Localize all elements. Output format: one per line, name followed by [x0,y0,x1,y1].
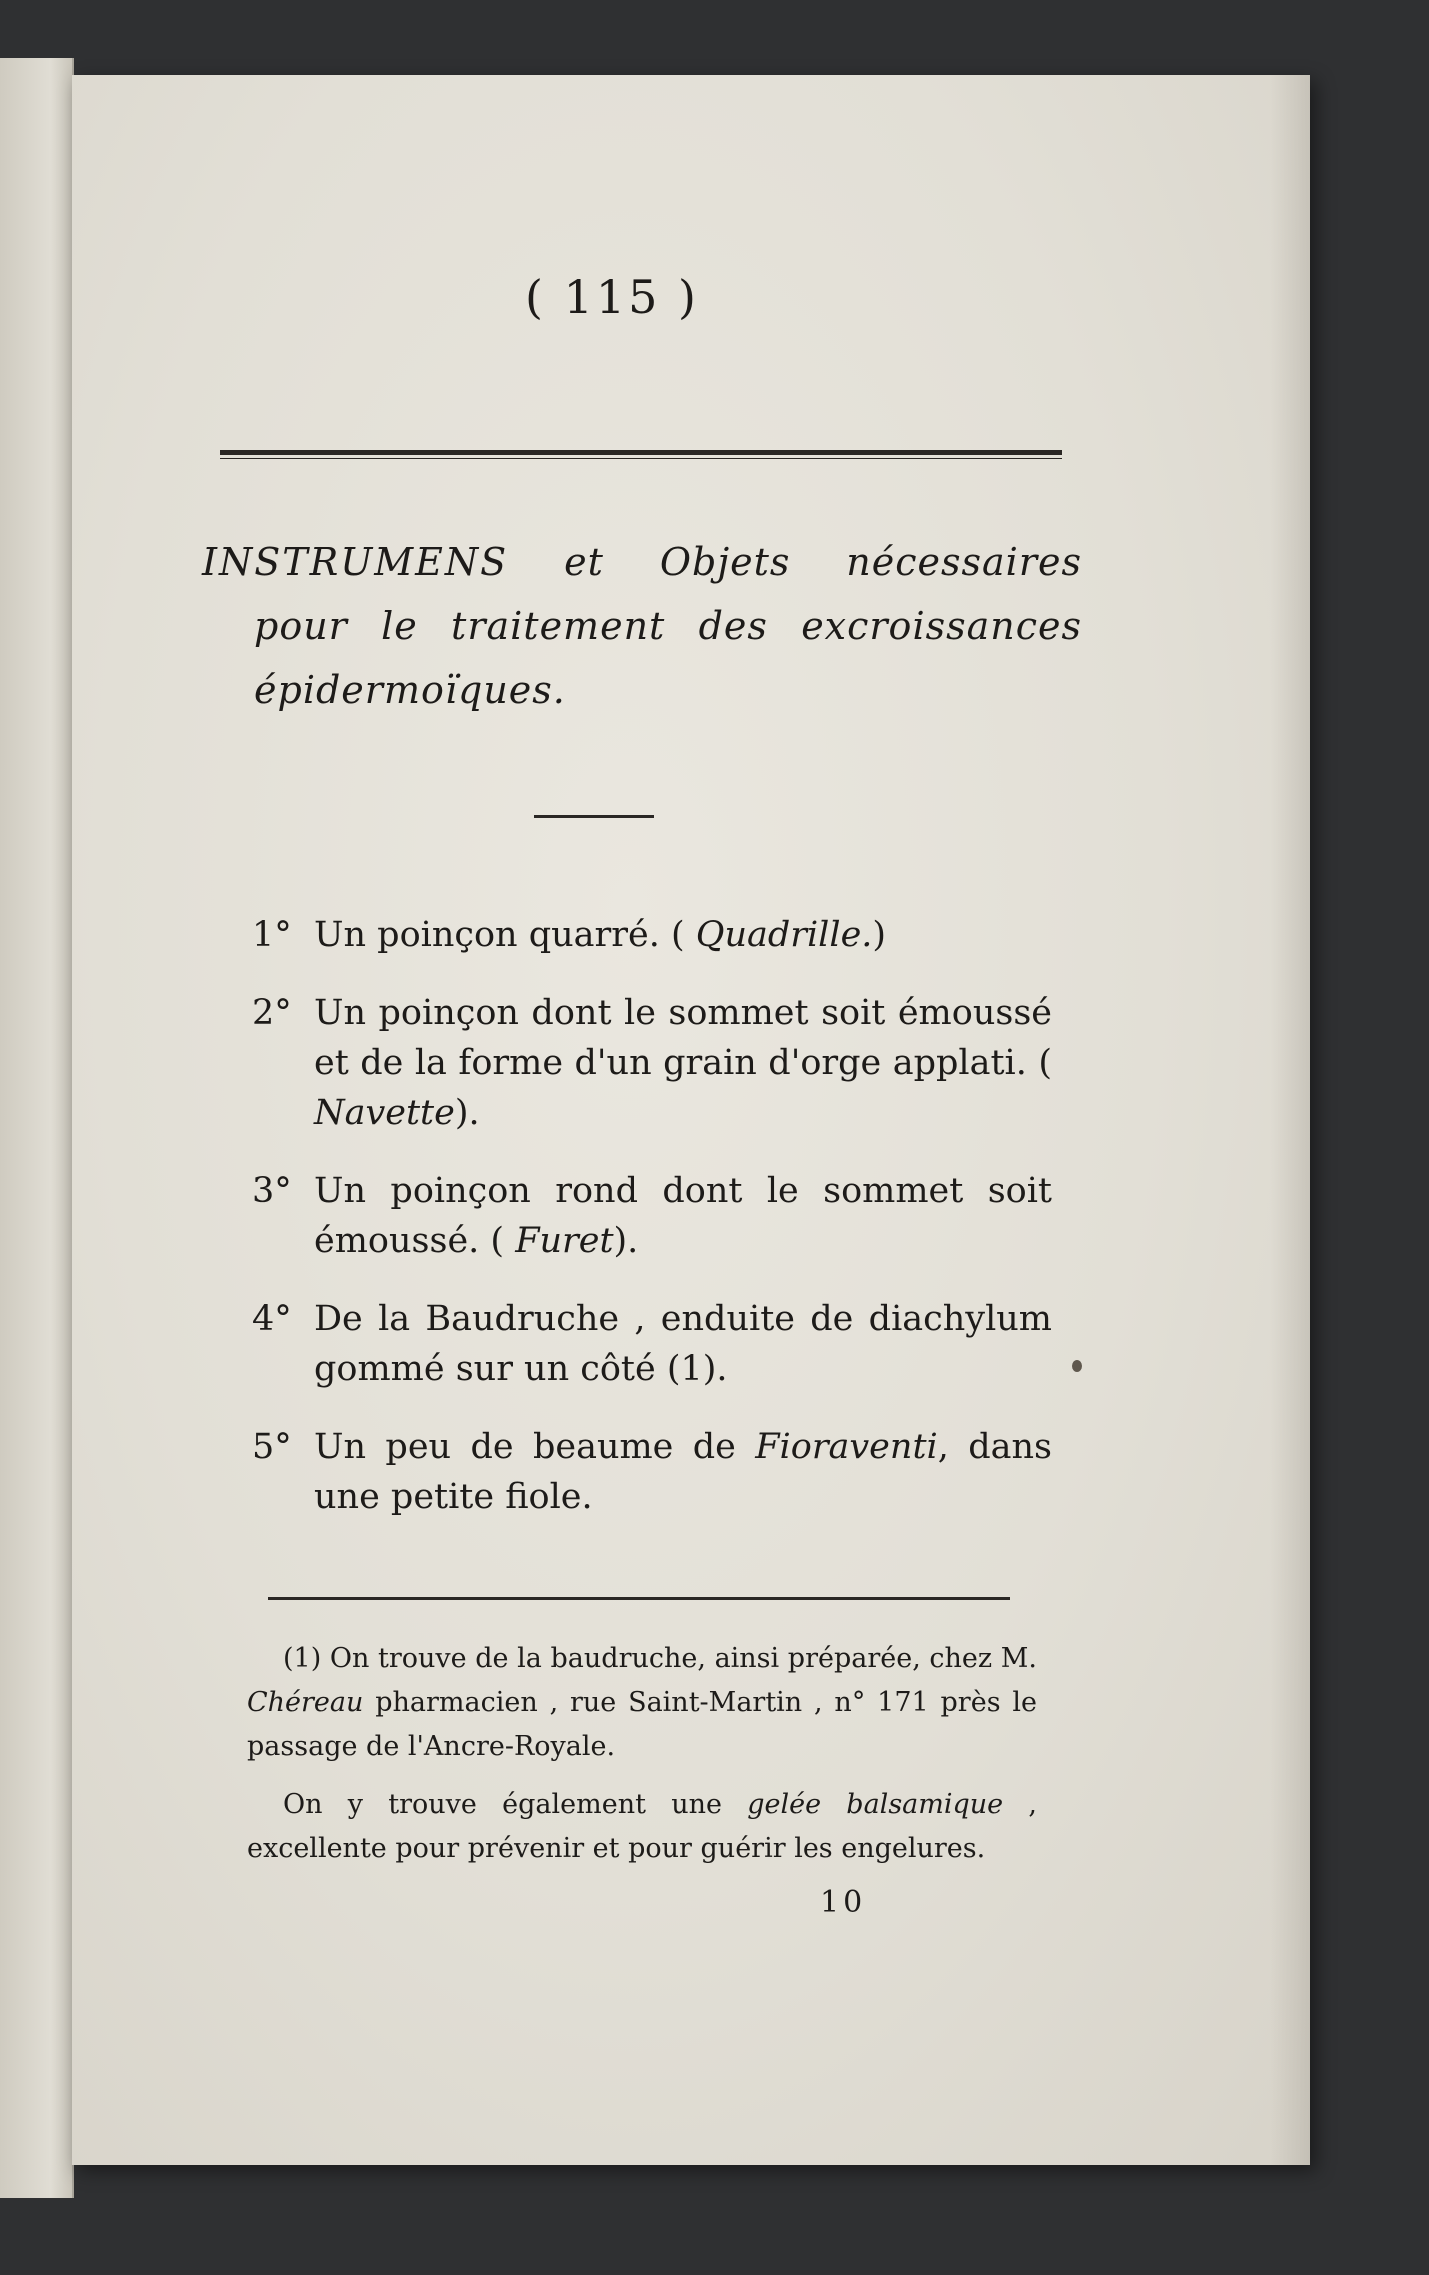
list-item [252,1422,1052,1522]
signature-mark: 10 [820,1885,867,1920]
footnote-2 [247,1783,1037,1871]
item-text-end: ). [454,1093,480,1133]
section-divider [534,815,654,818]
item-italic: Quadrille. [695,915,873,955]
footnote-text-end: pharmacien , rue Saint-Martin , n° 171 près le passage de l'Ancre-Royale. [247,1687,1037,1762]
title-line-1 [202,530,1082,594]
footnotes [247,1637,1037,1885]
item-text: Un poinçon dont le sommet soit émoussé et de la forme d'un grain d'orge applati. ( [314,993,1052,1083]
item-italic: Fioraventi [755,1427,938,1467]
title-rest: et Objets nécessaires [564,540,1082,584]
list-item [252,1294,1052,1394]
item-text: Un poinçon rond dont le sommet soit émoussé. ( [314,1171,1052,1261]
section-title [202,530,1082,722]
footnote-italic: Chéreau [247,1687,364,1718]
instrument-list [252,910,1052,1550]
title-line-3: épidermoïques. [254,668,566,712]
list-item [252,910,1052,960]
footnote-text: On y trouve également une [283,1789,748,1820]
book-page [72,75,1310,2165]
footnote-text-end: , excellente pour prévenir et pour guérir les engelures. [247,1789,1038,1864]
item-italic: Navette [314,1093,455,1133]
page-number: ( 115 ) [525,270,699,324]
item-text-end: , dans une petite fiole. [314,1427,1052,1517]
header-rule [220,450,1062,459]
title-line-2: pour le traitement des excroissances [254,604,1082,648]
footnote-rule [268,1597,1010,1600]
item-italic: Furet [515,1221,614,1261]
list-item [252,1166,1052,1266]
item-number: 1° [252,915,292,955]
item-text: Un peu de beaume de [314,1427,756,1467]
page-edge-shadow [1270,75,1310,2165]
title-caps: INSTRUMENS [202,540,509,584]
item-text-end: ). [613,1221,639,1261]
ink-spot [1072,1360,1082,1372]
left-page-edge [0,58,74,2198]
footnote-1 [247,1637,1037,1769]
footnote-text: (1) On trouve de la baudruche, ainsi préparée, chez M. [283,1643,1037,1674]
item-number: 4° [252,1299,292,1339]
item-text-end: ) [872,915,887,955]
item-number: 3° [252,1171,292,1211]
item-text: Un poinçon quarré. ( [314,915,696,955]
list-item [252,988,1052,1138]
item-number: 2° [252,993,292,1033]
item-text: De la Baudruche , enduite de diachylum gommé sur un côté (1). [314,1299,1052,1389]
footnote-italic: gelée balsamique [747,1789,1004,1820]
item-number: 5° [252,1427,292,1467]
